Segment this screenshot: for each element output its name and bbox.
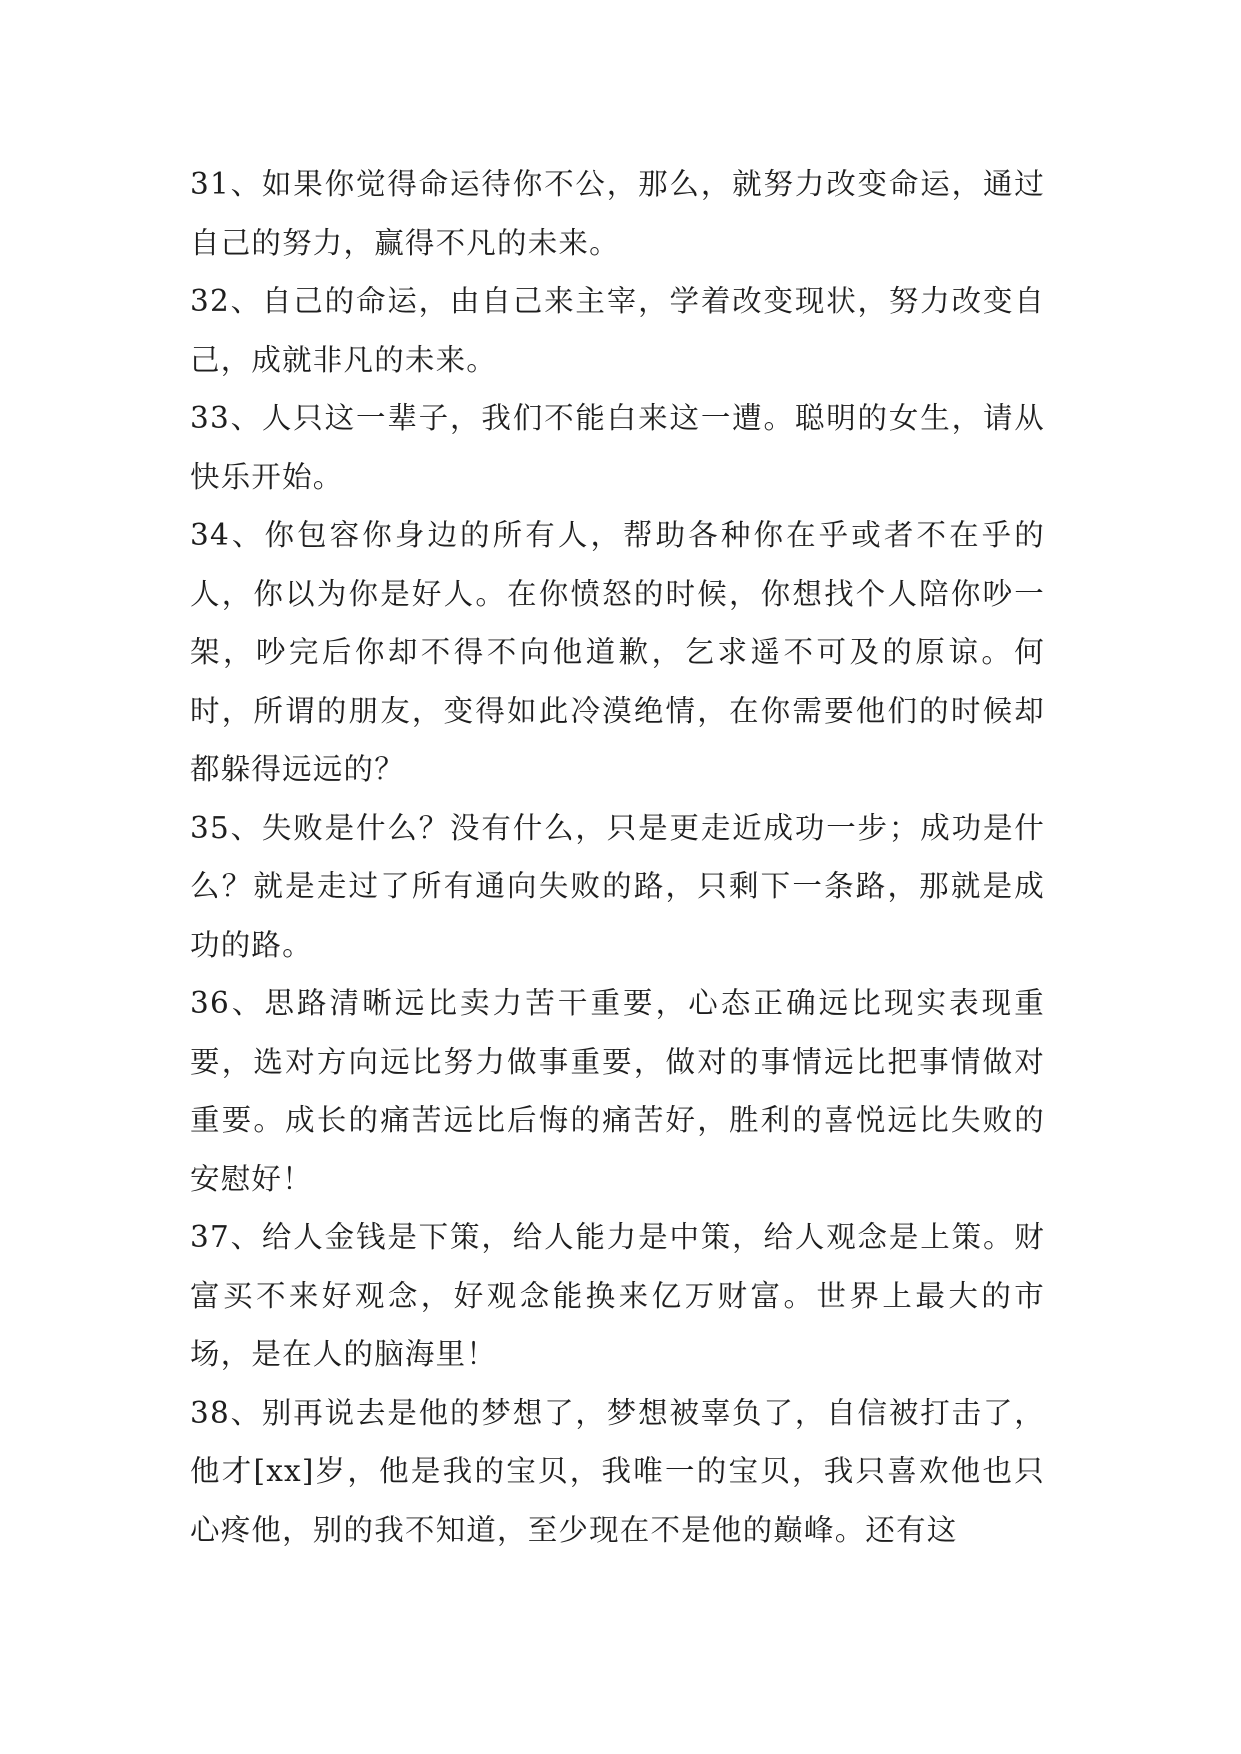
paragraph-38: 38、别再说去是他的梦想了，梦想被辜负了，自信被打击了，他才[xx]岁，他是我的宝贝，我唯一的宝贝，我只喜欢他也只心疼他，别的我不知道，至少现在不是他的巅峰。还有这 [190,1395,1045,1547]
paragraph-37: 37、给人金钱是下策，给人能力是中策，给人观念是上策。财富买不来好观念，好观念能换来亿万财富。世界上最大的市场，是在人的脑海里！ [190,1220,1045,1371]
document-body [190,155,1045,1559]
paragraph-36: 36、思路清晰远比卖力苦干重要，心态正确远比现实表现重要，选对方向远比努力做事重要，做对的事情远比把事情做对重要。成长的痛苦远比后悔的痛苦好，胜利的喜悦远比失败的安慰好！ [190,986,1045,1196]
paragraph-35: 35、失败是什么？没有什么，只是更走近成功一步；成功是什么？就是走过了所有通向失败的路，只剩下一条路，那就是成功的路。 [190,810,1045,962]
paragraph-31: 31、如果你觉得命运待你不公，那么，就努力改变命运，通过自己的努力，赢得不凡的未来。 [190,167,1045,260]
paragraph-33: 33、人只这一辈子，我们不能白来这一遭。聪明的女生，请从快乐开始。 [190,401,1045,494]
paragraph-32: 32、自己的命运，由自己来主宰，学着改变现状，努力改变自己，成就非凡的未来。 [190,284,1045,377]
paragraph-34: 34、你包容你身边的所有人，帮助各种你在乎或者不在乎的人，你以为你是好人。在你愤怒的时候，你想找个人陪你吵一架，吵完后你却不得不向他道歉，乞求遥不可及的原谅。何时，所谓的朋友，变得如此冷漠绝情，在你需要他们的时候却都躲得远远的？ [190,518,1045,786]
